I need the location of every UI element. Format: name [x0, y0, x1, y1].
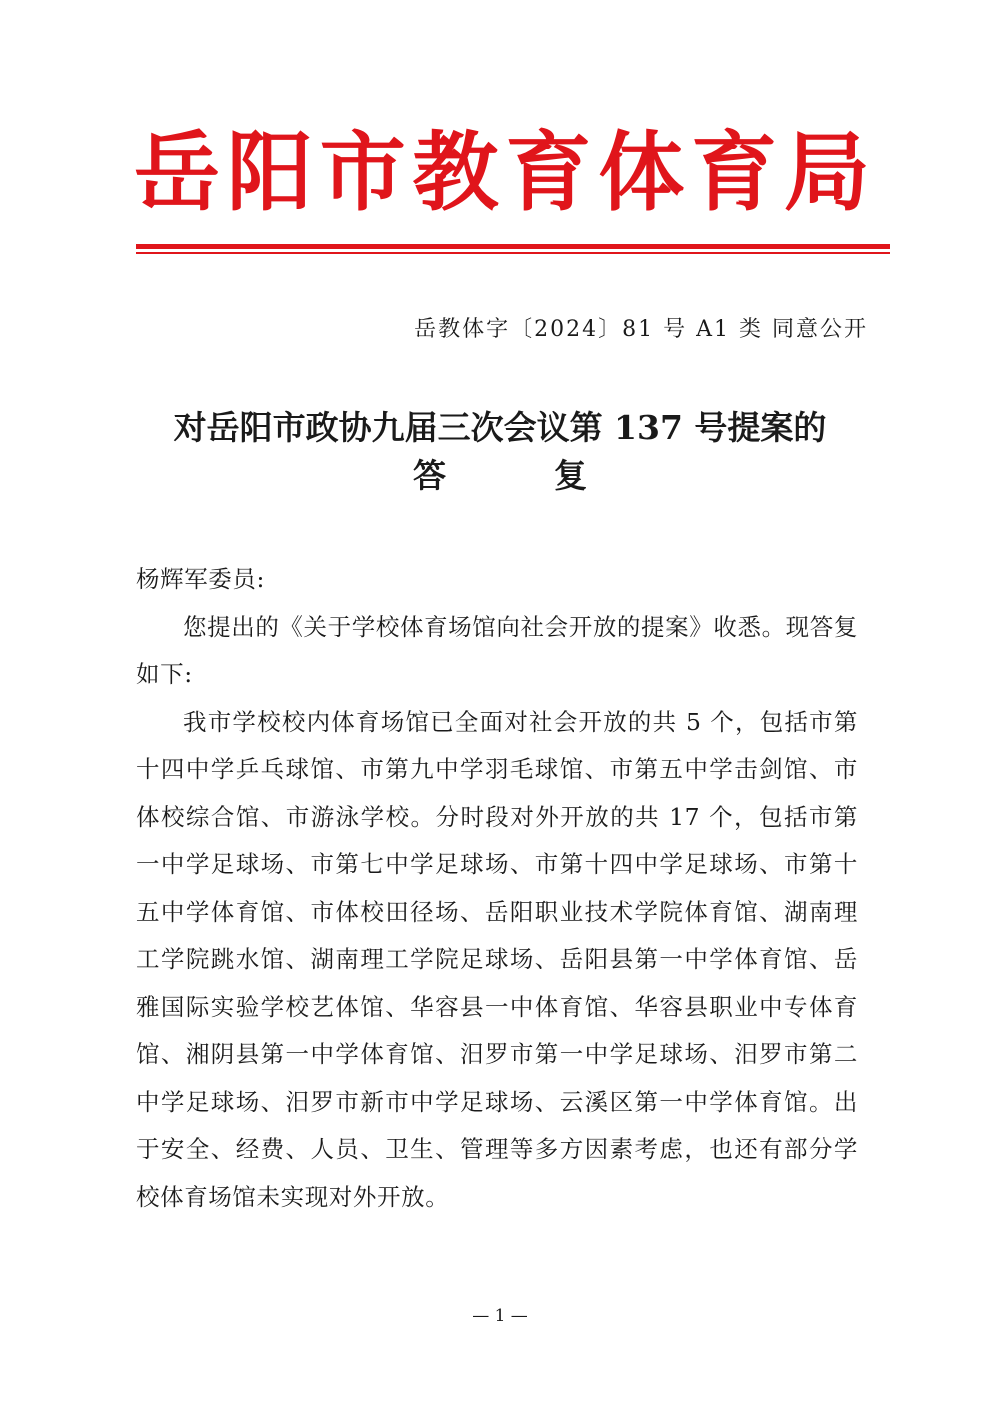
document-title-line2: 答复 — [413, 456, 695, 495]
salutation: 杨辉军委员: — [136, 565, 266, 593]
org-char: 教 — [412, 122, 499, 223]
org-char: 阳 — [226, 122, 313, 223]
body-paragraph: 我市学校校内体育场馆已全面对社会开放的共 5 个，包括市第十四中学乒乓球馆、市第九中学羽毛球馆、市第五中学击剑馆、市体校综合馆、市游泳学校。分时段对外开放的共 17 个，包括市第一中学足球场、市第七中学足球场、市第十四中学足球场、市第十五中学体育馆、市体校田径场、岳阳职业技术学院体育馆、湖南理工学院跳水馆、湖南理工学院足球场、岳阳县第一中学体育馆、岳雅国际实验学校艺体馆、华容县一中体育馆、华容县职业中专体育馆、湘阴县第一中学体育馆、汨罗市第一中学足球场、汨罗市第二中学足球场、汨罗市新市中学足球场、云溪区第一中学体育馆。出于安全、经费、人员、卫生、管理等多方因素考虑，也还有部分学校体育场馆未实现对外开放。 — [136, 707, 858, 1211]
org-char: 育 — [505, 122, 592, 223]
document-number: 岳教体字〔2024〕81 号 A1 类 同意公开 — [414, 317, 868, 342]
header-divider-thick — [136, 244, 890, 249]
org-char: 岳 — [134, 122, 220, 223]
header-divider-thin — [136, 252, 890, 254]
document-title-line1: 对岳阳市政协九届三次会议第 137 号提案的 — [173, 408, 827, 447]
organization-header — [134, 118, 870, 228]
org-char: 体 — [598, 122, 685, 223]
body-paragraph: 您提出的《关于学校体育场馆向社会开放的提案》收悉。现答复如下: — [136, 612, 858, 688]
org-char: 市 — [319, 122, 406, 223]
org-char: 局 — [783, 122, 870, 223]
org-char: 育 — [691, 122, 778, 223]
page-number: — 1 — — [472, 1306, 528, 1326]
document-body — [136, 556, 858, 1221]
